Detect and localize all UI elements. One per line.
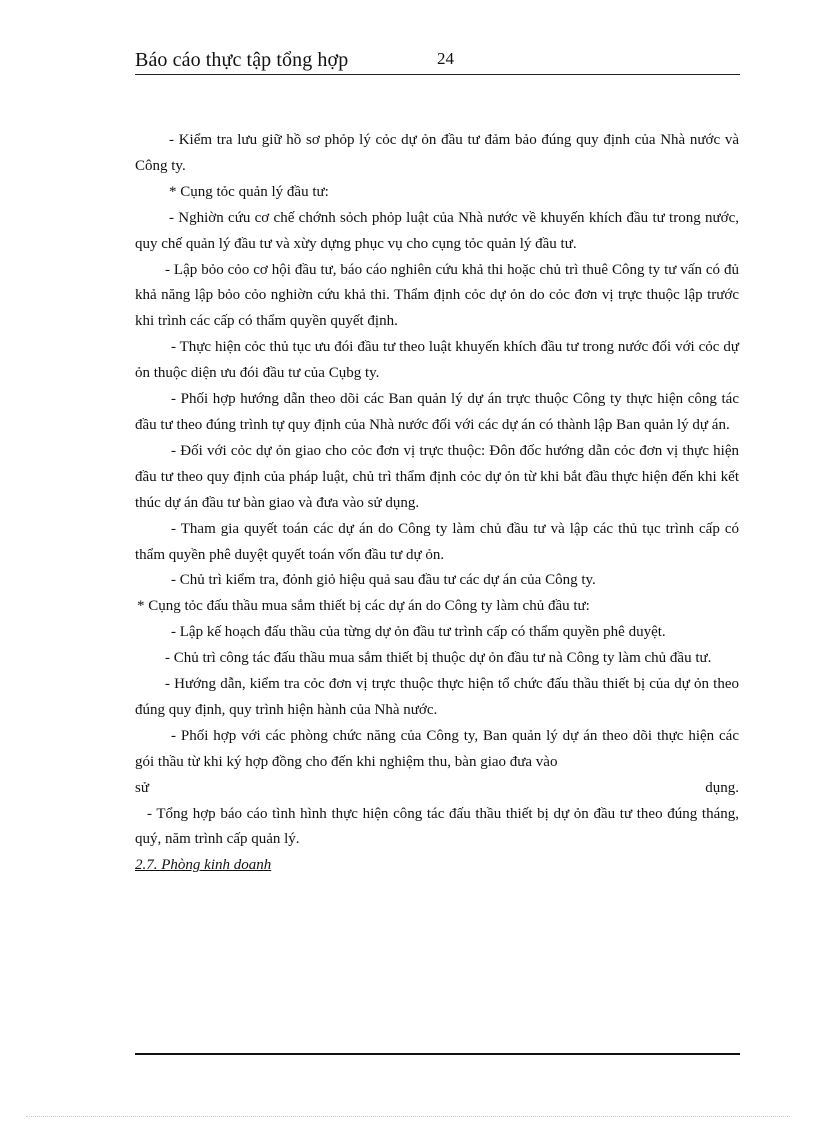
paragraph: - Phối hợp với các phòng chức năng của Công ty, Ban quản lý dự án theo dõi thực hiện các gói thầu từ khi ký hợp đồng cho đến khi nghiệm thu, bàn giao đưa vào: [135, 727, 739, 770]
paragraph: - Phối hợp hướng dẫn theo dõi các Ban quản lý dự án trực thuộc Công ty thực hiện công tác đầu tư theo đúng trình tự quy định của Nhà nước đối với các dự án có thành lập Ban quản lý dự án.: [135, 391, 739, 433]
bottom-divider: [26, 1116, 790, 1117]
page-number: 24: [437, 49, 454, 68]
paragraph: - Tham gia quyết toán các dự án do Công ty làm chủ đầu tư và lập các thủ tục trình cấp có thẩm quyền phê duyệt quyết toán vốn đầu tư dự ỏn.: [135, 520, 739, 563]
paragraph: - Hướng dẫn, kiểm tra cỏc đơn vị trực thuộc thực hiện tổ chức đấu thầu thiết bị của dự ỏn theo đúng quy định, quy trình hiện hành của Nhà nước.: [135, 676, 739, 718]
split-line-left: sử: [135, 779, 149, 796]
paragraph: * Cụng tỏc quản lý đầu tư:: [169, 183, 329, 200]
section-heading-line: [135, 853, 739, 879]
page-header: [135, 40, 740, 75]
paragraph: * Cụng tỏc đấu thầu mua sắm thiết bị các dự án do Công ty làm chủ đầu tư:: [137, 598, 590, 615]
paragraph: - Lập kế hoạch đấu thầu của từng dự ỏn đầu tư trình cấp có thẩm quyền phê duyệt.: [171, 624, 666, 641]
paragraph: - Tổng hợp báo cáo tình hình thực hiện công tác đấu thầu thiết bị dự ỏn đầu tư theo đúng tháng, quý, năm trình cấp quản lý.: [135, 805, 739, 848]
paragraph: - Chủ trì kiểm tra, đỏnh giỏ hiệu quả sau đầu tư các dự án của Công ty.: [171, 572, 596, 589]
header-title: Báo cáo thực tập tổng hợp: [135, 49, 349, 71]
paragraph: - Nghiờn cứu cơ chế chớnh sỏch phỏp luật của Nhà nước về khuyến khích đầu tư trong nước, quy chế quản lý đầu tư và xừy dựng phục vụ cho cụng tỏc quản lý đầu tư.: [135, 209, 739, 252]
split-line-right: dụng.: [705, 779, 739, 796]
body-text: [135, 128, 739, 879]
paragraph: - Kiểm tra lưu giữ hồ sơ phỏp lý cỏc dự ỏn đầu tư đảm bảo đúng quy định của Nhà nước và Công ty.: [135, 132, 739, 174]
split-line: [135, 776, 739, 802]
section-heading: 2.7. Phòng kinh doanh: [135, 857, 272, 874]
footer-rule: [135, 1053, 740, 1055]
paragraph: - Lập bỏo cỏo cơ hội đầu tư, báo cáo nghiên cứu khả thi hoặc chủ trì thuê Công ty tư vấn có đủ khả năng lập bỏo cỏo nghiờn cứu khả thi. Thẩm định cỏc dự ỏn do cỏc đơn vị trực thuộc lập trước khi trình các cấp có thẩm quyền quyết định.: [135, 261, 739, 330]
paragraph: - Chủ trì công tác đấu thầu mua sắm thiết bị thuộc dự ỏn đầu tư nà Công ty làm chủ đầu tư.: [165, 650, 712, 667]
paragraph: - Thực hiện cỏc thủ tục ưu đói đầu tư theo luật khuyến khích đầu tư trong nước đối với cỏc dự ỏn thuộc diện ưu đói đầu tư của Cụbg ty.: [135, 339, 739, 382]
paragraph: - Đối với cỏc dự ỏn giao cho cỏc đơn vị trực thuộc: Đôn đốc hướng dẫn cỏc đơn vị thực hiện đầu tư theo quy định của pháp luật, chủ trì thẩm định cỏc dự ỏn từ khi bắt đầu thực hiện đến khi kết thúc dự án đầu tư bàn giao và đưa vào sử dụng.: [135, 442, 739, 511]
